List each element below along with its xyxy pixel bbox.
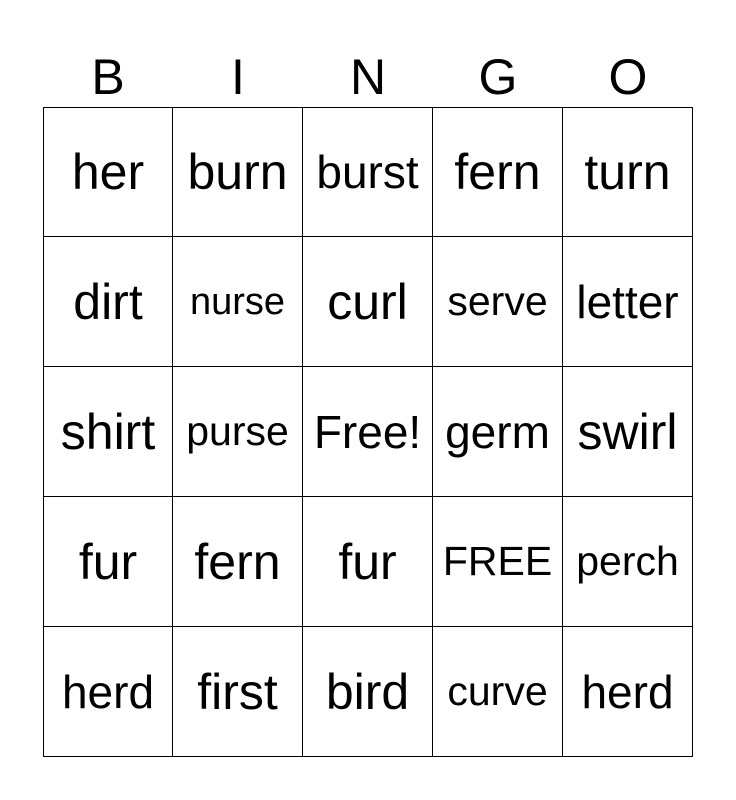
- header-letter-g: G: [478, 49, 518, 105]
- header-letter-n: N: [349, 49, 387, 105]
- bingo-cell[interactable]: bird: [303, 627, 433, 757]
- bingo-cell[interactable]: swirl: [563, 367, 693, 497]
- bingo-cell[interactable]: fur: [303, 497, 433, 627]
- header-letter-b: B: [91, 49, 125, 105]
- bingo-cell[interactable]: burst: [303, 107, 433, 237]
- header-letter-i: I: [231, 49, 245, 105]
- bingo-board: [43, 107, 693, 757]
- bingo-cell[interactable]: burn: [173, 107, 303, 237]
- bingo-cell[interactable]: her: [43, 107, 173, 237]
- bingo-header: [43, 46, 693, 108]
- bingo-cell[interactable]: FREE: [433, 497, 563, 627]
- header-letter-o: O: [608, 49, 648, 105]
- bingo-cell[interactable]: purse: [173, 367, 303, 497]
- bingo-cell[interactable]: perch: [563, 497, 693, 627]
- free-space-cell[interactable]: Free!: [303, 367, 433, 497]
- bingo-cell[interactable]: germ: [433, 367, 563, 497]
- bingo-cell[interactable]: dirt: [43, 237, 173, 367]
- bingo-cell[interactable]: nurse: [173, 237, 303, 367]
- bingo-cell[interactable]: fern: [433, 107, 563, 237]
- bingo-cell[interactable]: curl: [303, 237, 433, 367]
- bingo-cell[interactable]: serve: [433, 237, 563, 367]
- bingo-cell[interactable]: first: [173, 627, 303, 757]
- bingo-cell[interactable]: curve: [433, 627, 563, 757]
- bingo-cell[interactable]: turn: [563, 107, 693, 237]
- bingo-cell[interactable]: fur: [43, 497, 173, 627]
- bingo-cell[interactable]: shirt: [43, 367, 173, 497]
- bingo-cell[interactable]: herd: [563, 627, 693, 757]
- bingo-cell[interactable]: herd: [43, 627, 173, 757]
- bingo-cell[interactable]: fern: [173, 497, 303, 627]
- bingo-cell[interactable]: letter: [563, 237, 693, 367]
